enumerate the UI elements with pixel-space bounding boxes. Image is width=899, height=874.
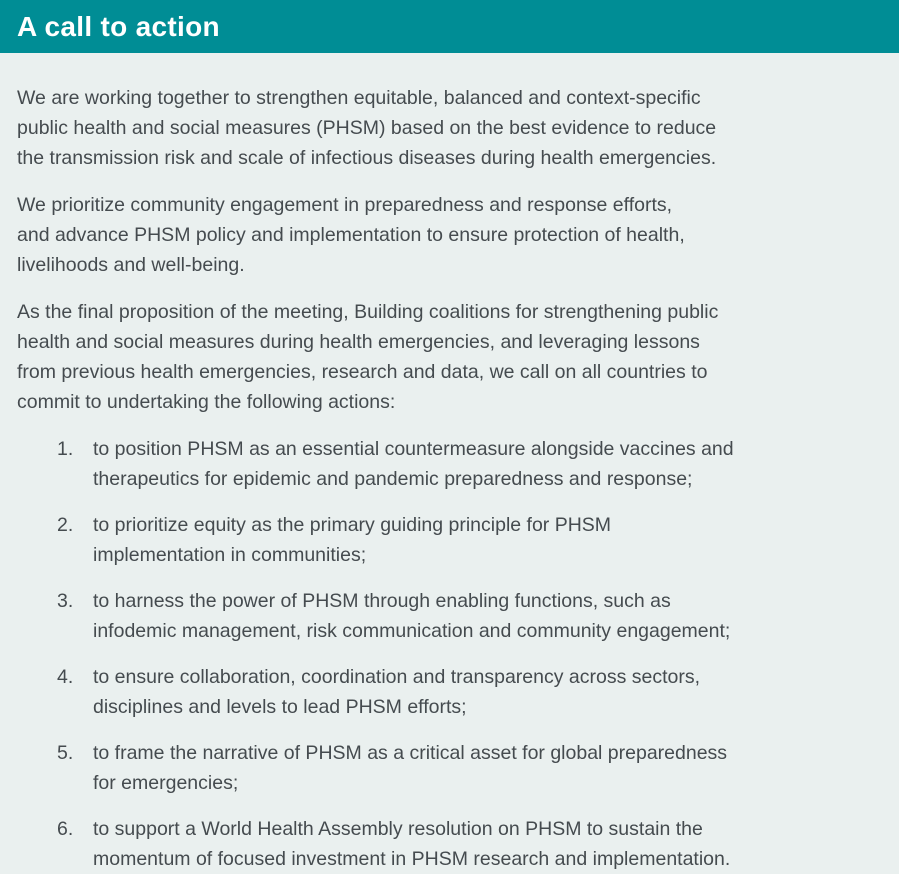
list-item-number: 6. bbox=[57, 818, 74, 840]
list-item-line: to harness the power of PHSM through enabling functions, such as bbox=[93, 590, 671, 612]
paragraph-line: the transmission risk and scale of infectious diseases during health emergencies. bbox=[17, 147, 717, 169]
list-item-number: 1. bbox=[57, 438, 74, 460]
paragraph-line: commit to undertaking the following actions: bbox=[17, 391, 396, 413]
paragraph-line: and advance PHSM policy and implementation to ensure protection of health, bbox=[17, 224, 685, 246]
list-item-line: disciplines and levels to lead PHSM efforts; bbox=[93, 696, 467, 718]
list-item-text bbox=[93, 738, 879, 798]
list-item-number: 2. bbox=[57, 514, 74, 536]
list-item-text bbox=[93, 434, 879, 494]
list-item-line: to prioritize equity as the primary guiding principle for PHSM bbox=[93, 514, 612, 536]
list-item-text bbox=[93, 814, 879, 874]
list-item-text bbox=[93, 510, 879, 570]
list-item-line: to frame the narrative of PHSM as a critical asset for global preparedness bbox=[93, 742, 728, 764]
list-item-line: to support a World Health Assembly resolution on PHSM to sustain the bbox=[93, 818, 703, 840]
list-item-number: 5. bbox=[57, 742, 74, 764]
list-item-text bbox=[93, 662, 879, 722]
list-item-line: momentum of focused investment in PHSM research and implementation. bbox=[93, 848, 731, 870]
header-bar bbox=[0, 0, 899, 53]
paragraph-line: We are working together to strengthen equitable, balanced and context-specific bbox=[17, 87, 701, 109]
page-title: A call to action bbox=[17, 10, 220, 42]
action-list bbox=[17, 434, 879, 874]
list-item bbox=[17, 434, 879, 494]
list-item-number: 4. bbox=[57, 666, 74, 688]
paragraph-line: public health and social measures (PHSM) based on the best evidence to reduce bbox=[17, 117, 717, 139]
paragraph bbox=[17, 297, 879, 417]
list-item-line: infodemic management, risk communication and community engagement; bbox=[93, 620, 731, 642]
paragraph-line: from previous health emergencies, research and data, we call on all countries to bbox=[17, 361, 708, 383]
paragraph-line: health and social measures during health emergencies, and leveraging lessons bbox=[17, 331, 700, 353]
list-item-text bbox=[93, 586, 879, 646]
paragraph-line: livelihoods and well-being. bbox=[17, 254, 245, 276]
list-item bbox=[17, 814, 879, 874]
list-item-line: for emergencies; bbox=[93, 772, 239, 794]
list-item-number: 3. bbox=[57, 590, 74, 612]
paragraph-line: We prioritize community engagement in preparedness and response efforts, bbox=[17, 194, 673, 216]
paragraph bbox=[17, 190, 879, 280]
list-item bbox=[17, 738, 879, 798]
list-item-line: to position PHSM as an essential countermeasure alongside vaccines and bbox=[93, 438, 734, 460]
list-item bbox=[17, 510, 879, 570]
paragraph bbox=[17, 83, 879, 173]
list-item bbox=[17, 586, 879, 646]
list-item-line: implementation in communities; bbox=[93, 544, 367, 566]
list-item bbox=[17, 662, 879, 722]
content-area bbox=[0, 53, 899, 874]
list-item-line: to ensure collaboration, coordination and transparency across sectors, bbox=[93, 666, 701, 688]
list-item-line: therapeutics for epidemic and pandemic preparedness and response; bbox=[93, 468, 693, 490]
paragraph-line: As the final proposition of the meeting, Building coalitions for strengthening public bbox=[17, 301, 719, 323]
